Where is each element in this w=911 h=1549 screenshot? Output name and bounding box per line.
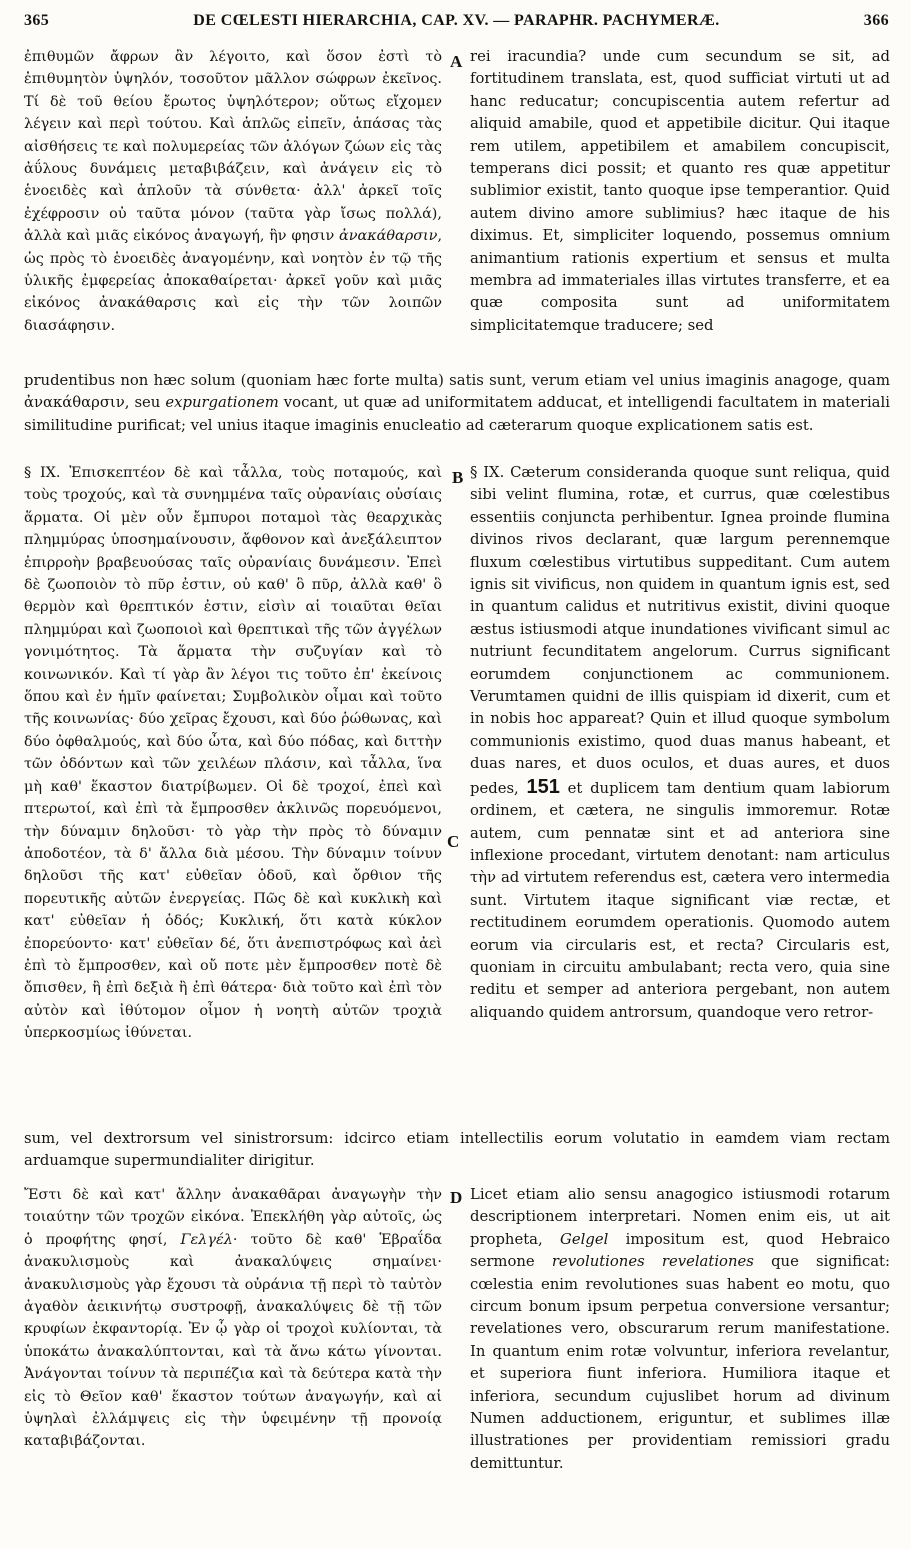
latin-span-text-continued: vocant, ut quæ ad uniformitatem adducat, et intelligendi facultatem in materiali similitudine purificat; vel unius itaque imaginis enucleatio ad cæterarum quoque explicationem satis est.: [24, 394, 890, 434]
page-number-left: 365: [24, 12, 50, 29]
margin-marker-b: B: [452, 468, 464, 487]
greek-column-b: § IX. Ἐπισκεπτέον δὲ καὶ τἆλλα, τοὺς ποταμούς, καὶ τοὺς τροχούς, καὶ τὰ συνημμένα ταῖς οὐρανίαις οὐσίαις ἅρματα. Οἱ μὲν οὖν ἔμπυροι ποταμοὶ τὰς θεαρχικὰς πλημμύρας ὑποσημαίνουσιν, ἄφθονον καὶ ἀνεξάλειπτον ἐπιρροὴν βραβευούσας ταῖς οὐρανίαις δυνάμεσιν. Ἐπεὶ δὲ ζωοποιὸν τὸ πῦρ ἐστιν, οὐ καθ' ὃ πῦρ, ἀλλὰ καθ' ὃ θερμὸν καὶ θρεπτικόν ἐστιν, εἰσὶν αἱ τοιαῦται θεῖαι πλημμύραι καὶ ζωοποιοὶ καὶ θρεπτικαὶ τῆς τῶν ἀγγέλων γονιμότητος. Τὰ ἅρματα τὴν συζυγίαν καὶ τὸ κοινωνικόν. Καὶ τί γὰρ ἂν λέγοι τις τοῦτο ἐπ' ἐκείνοις ὅπου καὶ ἐν ἡμῖν φαίνεται; Συμβολικὸν οἶμαι καὶ τοῦτο τῆς κοινωνίας· δύο χεῖρας ἔχουσι, καὶ δύο ῥώθωνας, καὶ δύο ὀφθαλμούς, καὶ δύο ὦτα, καὶ δύο πόδας, καὶ διττὴν τῶν ὀδόντων καὶ τῶν χειλέων πλάσιν, καὶ τἆλλα, ἵνα μὴ καθ' ἕκαστον διατρίβωμεν. Οἱ δὲ τροχοί, ἐπεὶ καὶ πτερωτοί, καὶ ἐπὶ τὰ ἔμπροσθεν ἀκλινῶς πορευόμενοι, τὴν δύναμιν δηλοῦσι· τὸ γὰρ τὴν πρὸς τὸ δύναμιν ἀποδοτέον, τὰ δ' ἄλλα διὰ μέσου. Τὴν δύναμιν τοίνυν δηλοῦσι τῆς κατ' εὐθεῖαν ὁδοῦ, καὶ ὄρθιον τῆς πορευτικῆς αὐτῶν ἐνεργείας. Πῶς δὲ καὶ κυκλικὴ καὶ κατ' εὐθεῖαν ἡ ὁδός; Κυκλική, ὅτι κατὰ κύκλον ἐπορεύοντο· κατ' εὐθεῖαν δέ, ὅτι ἀνεπιστρόφως καὶ ἀεὶ ἐπὶ τὸ ἔμπροσθεν, καὶ οὔ ποτε μὲν ἔμπροσθεν ποτὲ δὲ ὄπισθεν, ἢ ἐπὶ δεξιὰ ἢ ἐπὶ θάτερα· διὰ τοῦτο καὶ ἐπὶ τὸν αὐτὸν καὶ ἰθύτομον οἶμον ἡ νοητὴ αὐτῶν τροχιὰ ὑπερκοσμίως ἰθύνεται.: [24, 465, 442, 1042]
running-header: [24, 6, 889, 36]
latin-emphasis: Gelgel: [560, 1230, 609, 1248]
latin-emphasis-2: revolutiones revelationes: [551, 1253, 754, 1271]
greek-text: Ἔστι δὲ καὶ κατ' ἄλλην ἀνακαθᾶραι ἀναγωγὴν τὴν τοιαύτην τῶν τροχῶν εἰκόνα. Ἐπεκλήθη γὰρ αὐτοῖς, ὡς ὁ προφήτης φησί,: [24, 1187, 442, 1248]
latin-column-d: [470, 1184, 890, 1475]
latin-text-end: que significat: cœlestia enim revolutiones suas habent eo motu, quo circum bonum ipsum perpetua conversione versantur; revelationes vero, obscurarum rerum manifestatione. In quantum enim rotæ volvuntur, inferiora revelantur, et superiora fiunt inferiora. Humiliora itaque et inferiora, secundum cujuslibet horum ad divinum Numen adductionem, eriguntur, et sublimes illæ illustrationes per providentiam remissiori gradu demittuntur.: [470, 1253, 890, 1472]
margin-marker-a: A: [450, 52, 463, 71]
latin-spanning-paragraph-b: sum, vel dextrorsum vel sinistrorsum: idcirco etiam intellectilis eorum volutatio in eamdem viam rectam arduamque supermundialiter dirigitur.: [24, 1130, 890, 1170]
latin-text: § IX. Cæterum consideranda quoque sunt reliqua, quid sibi velint flumina, rotæ, et currus, quæ cœlestibus essentiis conjuncta perhibentur. Ignea proinde flumina divinos rivos declarant, quæ largum perennemque fluxum cœlestibus virtutibus suppeditant. Cum autem ignis sit vivificus, non quidem in quantum ignis est, sed in quantum calidus et nutritivus existit, divini quoque æstus istiusmodi atque inundationes vivificant simul ac nutriunt fecunditatem angelorum. Currus significant eorumdem conjunctionem ac communionem. Verumtamen quidni de illis quispiam id dixerit, cum et in nobis hoc appareat? Quin et illud quoque symbolum communionis existimo, quod duas manus habeant, et duas nares, et duos oculos, et duas aures, et duos pedes,: [470, 464, 890, 797]
greek-text-continued: · τοῦτο δὲ καθ' Ἑβραΐδα ἀνακυλισμοὺς καὶ ἀνακαλύψεις σημαίνει· ἀνακυλισμοὺς γὰρ ἔχουσι τὰ οὐράνια τῇ περὶ τὸ ταὐτὸν ἀγαθὸν ἀεικινήτῳ συστροφῇ, ἀνακαλύψεις δὲ τῇ τῶν κρυφίων ἐκφαντορίᾳ. Ἐν ᾧ γὰρ οἱ τροχοὶ κυλίονται, τὰ ὑποκάτω ἀνακαλύπτονται, καὶ τὰ ἄνω κάτω γίνονται. Ἀνάγονται τοίνυν τὰ περιπέζια καὶ τὰ δεύτερα κατὰ τὴν εἰς τὸ Θεῖον καθ' ἕκαστον τούτων ἀναγωγήν, καὶ αἱ ὑψηλαὶ ἐλλάμψεις εἰς τὴν ὑφειμένην τῇ προνοίᾳ καταβιβάζονται.: [24, 1231, 443, 1450]
greek-text: ἐπιθυμῶν ἄφρων ἂν λέγοιτο, καὶ ὅσον ἐστὶ τὸ ἐπιθυμητὸν ὑψηλόν, τοσοῦτον μᾶλλον σώφρων ἐκεῖνος. Τί δὲ τοῦ θείου ἔρωτος ὑψηλότερον; οὕτως εἴχομεν λέγειν καὶ περὶ τούτου. Καὶ ἁπλῶς εἰπεῖν, ἁπάσας τὰς αἰσθήσεις τε καὶ πολυμερείας τῶν ἀλόγων ζώων εἰς τὰς ἀΰλους δυνάμεις μεταβιβάζειν, καὶ ἀνάγειν εἰς τὸ ἑνοειδὲς καὶ ἁπλοῦν τὰ σύνθετα· ἀλλ' ἀρκεῖ τοῖς ἐχέφροσιν οὐ ταῦτα μόνον (ταῦτα γὰρ ἴσως πολλά), ἀλλὰ καὶ μιᾶς εἰκόνος ἀναγωγή, ἣν φησιν: [24, 49, 442, 245]
greek-column-a: [24, 46, 442, 337]
inline-page-number: 151: [526, 775, 560, 798]
greek-emphasis: ἀνακάθαρσιν: [339, 228, 438, 245]
running-title: DE CŒLESTI HIERARCHIA, CAP. XV. — PARAPHR. PACHYMERÆ.: [193, 12, 720, 29]
latin-spanning-paragraph-a: [24, 370, 890, 437]
margin-marker-d: D: [450, 1188, 463, 1207]
latin-text: Licet etiam alio sensu anagogico istiusmodi rotarum descriptionem interpretari. Nomen enim eis, ut ait propheta,: [470, 1186, 890, 1248]
latin-emphasis: expurgationem: [165, 394, 279, 412]
latin-text-continued: et duplicem tam dentium quam labiorum ordinem, et cætera, ne singulis immoremur. Rotæ autem, cum pennatæ sint et ad anteriora sine inflexione procedant, virtutem denotant: nam articulus τὴν ad virtutem referendus est, cætera vero intermedia sunt. Virtutem itaque significant viæ rectæ, et rectitudinem eorumdem operationis. Quomodo autem eorum via circularis est, et recta? Circularis est, quoniam in circuitu ambulabant; recta vero, quia sine reditu et semper ad anteriora pergebant, non autem aliquando quidem antrorsum, quandoque vero retror-: [470, 779, 890, 1021]
greek-text-continued: , ὡς πρὸς τὸ ἑνοειδὲς ἀναγομένην, καὶ νοητὸν ἐν τῷ τῆς ὑλικῆς ἐμφερείας ἀποκαθαίρεται· ἀρκεῖ γοῦν καὶ μιᾶς εἰκόνος ἀνακάθαρσις καὶ εἰς τὴν τῶν λοιπῶν διασάφησιν.: [24, 228, 443, 334]
latin-column-a: rei iracundia? unde cum secundum se sit, ad fortitudinem translata, est, quod sufficiat virtuti ut ad hanc reducatur; concupiscentia autem refertur ad aliquid amabile, quod et appetibile dicitur. Qui itaque rem utilem, appetibilem et amabilem concupiscit, temperans dici possit; et quanto res quæ appetitur sublimior existit, tanto quoque ipse temperantior. Quid autem divino amore sublimius? hæc itaque de his diximus. Et, simpliciter loquendo, possemus omnium animantium rationis expertium et sensus et multa membra ad immateriales illas virtutes transferre, et ea quæ composita sunt ad uniformitatem simplicitatemque traducere; sed: [470, 48, 890, 334]
greek-emphasis: Γελγέλ: [180, 1231, 233, 1248]
latin-text-continued: impositum est, quod Hebraico sermone: [470, 1230, 890, 1271]
latin-span-text: prudentibus non hæc solum (quoniam hæc forte multa) satis sunt, verum etiam vel unius imaginis anagoge, quam ἀνακάθαρσιν, seu: [24, 372, 890, 412]
page-number-right: 366: [863, 12, 889, 29]
margin-marker-c: C: [447, 832, 460, 851]
latin-column-b: [470, 462, 890, 1024]
greek-column-d: [24, 1184, 442, 1453]
